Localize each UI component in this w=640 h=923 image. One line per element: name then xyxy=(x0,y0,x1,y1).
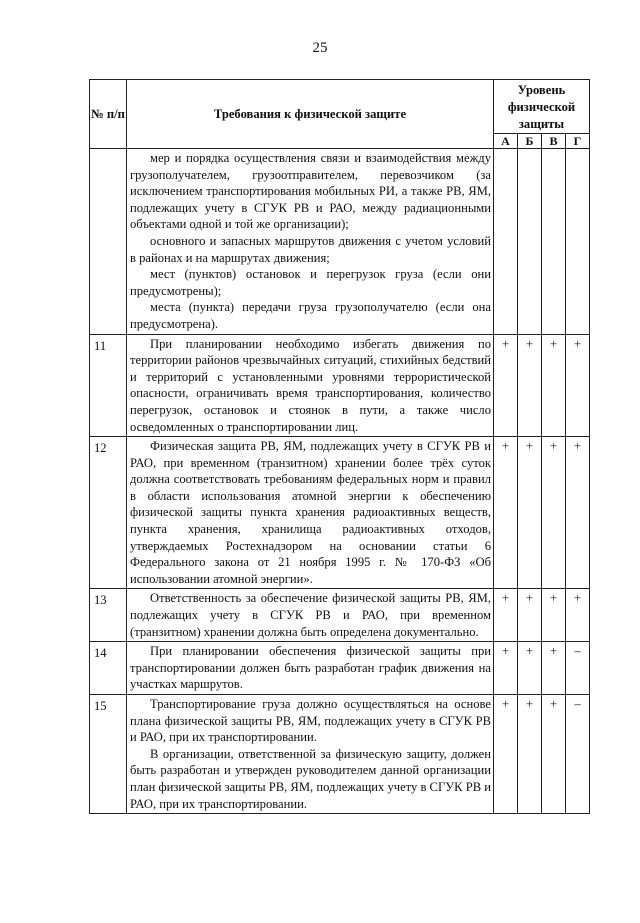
row-requirement-text xyxy=(127,642,494,695)
mark-level-g: + xyxy=(566,589,590,642)
mark-level-a xyxy=(494,149,518,335)
row-number: 14 xyxy=(90,642,127,695)
mark-level-a: + xyxy=(494,589,518,642)
row-requirement-text xyxy=(127,695,494,814)
mark-level-g: + xyxy=(566,437,590,589)
page-number: 25 xyxy=(312,40,328,56)
paragraph: мест (пунктов) остановок и перегрузок груза (если они предусмотрены); xyxy=(130,267,491,298)
header-level-a: А xyxy=(494,134,518,149)
header-level-v: В xyxy=(542,134,566,149)
mark-level-g: – xyxy=(566,642,590,695)
mark-level-g xyxy=(566,149,590,335)
table-row xyxy=(90,149,590,335)
mark-level-a: + xyxy=(494,642,518,695)
header-level-b: Б xyxy=(518,134,542,149)
mark-level-v xyxy=(542,149,566,335)
paragraph: Ответственность за обеспечение физической защиты РВ, ЯМ, подлежащих учету в СГУК РВ и РАО, при временном (транзитном) хранении должна быть определена документально. xyxy=(130,591,491,639)
header-protection-level: Уровень физической защиты xyxy=(494,80,590,134)
mark-level-a: + xyxy=(494,695,518,814)
paragraph: места (пункта) передачи груза грузополучателю (если она предусмотрена). xyxy=(130,300,491,331)
mark-level-b: + xyxy=(518,695,542,814)
table-row xyxy=(90,437,590,589)
header-requirements: Требования к физической защите xyxy=(127,80,494,149)
mark-level-v: + xyxy=(542,589,566,642)
paragraph: При планировании обеспечения физической защиты при транспортировании должен быть разработан график движения на участках маршрутов. xyxy=(130,644,491,692)
header-number: № п/п xyxy=(90,80,127,149)
row-requirement-text xyxy=(127,437,494,589)
mark-level-v: + xyxy=(542,642,566,695)
mark-level-v: + xyxy=(542,437,566,589)
mark-level-b: + xyxy=(518,437,542,589)
table-row xyxy=(90,695,590,814)
header-level-g: Г xyxy=(566,134,590,149)
requirements-table xyxy=(89,79,590,814)
row-requirement-text xyxy=(127,149,494,335)
mark-level-a: + xyxy=(494,437,518,589)
table-header-row xyxy=(90,80,590,134)
paragraph: В организации, ответственной за физическую защиту, должен быть разработан и утвержден руководителем данной организации план физической защиты РВ, ЯМ, подлежащих учету в СГУК РВ и РАО, при их транспортировании. xyxy=(130,746,491,811)
mark-level-a: + xyxy=(494,334,518,437)
mark-level-b: + xyxy=(518,642,542,695)
table-row xyxy=(90,642,590,695)
table-row xyxy=(90,589,590,642)
row-number: 15 xyxy=(90,695,127,814)
mark-level-b xyxy=(518,149,542,335)
row-number: 11 xyxy=(90,334,127,437)
mark-level-g: – xyxy=(566,695,590,814)
row-number: 12 xyxy=(90,437,127,589)
paragraph: Транспортирование груза должно осуществляться на основе плана физической защиты РВ, ЯМ, подлежащих учету в СГУК РВ и РАО, при их транспортировании. xyxy=(130,697,491,745)
mark-level-b: + xyxy=(518,334,542,437)
paragraph: мер и порядка осуществления связи и взаимодействия между грузополучателем, грузоотправителем, перевозчиком (за исключением транспортирования мобильных РИ, а также РВ, ЯМ, подлежащих учету в СГУК РВ и РАО, между радиационными объектами одной и той же организации); xyxy=(130,151,491,232)
table-row xyxy=(90,334,590,437)
paragraph: основного и запасных маршрутов движения с учетом условий в районах и на маршрутах движения; xyxy=(130,233,491,265)
paragraph: При планировании необходимо избегать движения по территории районов чрезвычайных ситуаций, стихийных бедствий и территорий с установленными уровнями террористической опасности, ограничивать время транспортирования, количество перегрузок, остановок и стоянок в пути, а также число осведомленных о транспортировании лиц. xyxy=(130,336,491,434)
row-number: 13 xyxy=(90,589,127,642)
paragraph: Физическая защита РВ, ЯМ, подлежащих учету в СГУК РВ и РАО, при временном (транзитном) хранении более трёх суток должна соответствовать требованиям федеральных норм и правил в области использования атомной энергии к обеспечению физической защиты пункта хранения радиоактивных веществ, пункта хранения, хранилища радиоактивных отходов, утверждаемых Ростехнадзором на основании статьи 6 Федерального закона от 21 ноября 1995 г. № 170-ФЗ «Об использовании атомной энергии». xyxy=(130,439,491,586)
mark-level-v: + xyxy=(542,695,566,814)
row-requirement-text xyxy=(127,334,494,437)
row-number xyxy=(90,149,127,335)
row-requirement-text xyxy=(127,589,494,642)
mark-level-v: + xyxy=(542,334,566,437)
mark-level-b: + xyxy=(518,589,542,642)
mark-level-g: + xyxy=(566,334,590,437)
